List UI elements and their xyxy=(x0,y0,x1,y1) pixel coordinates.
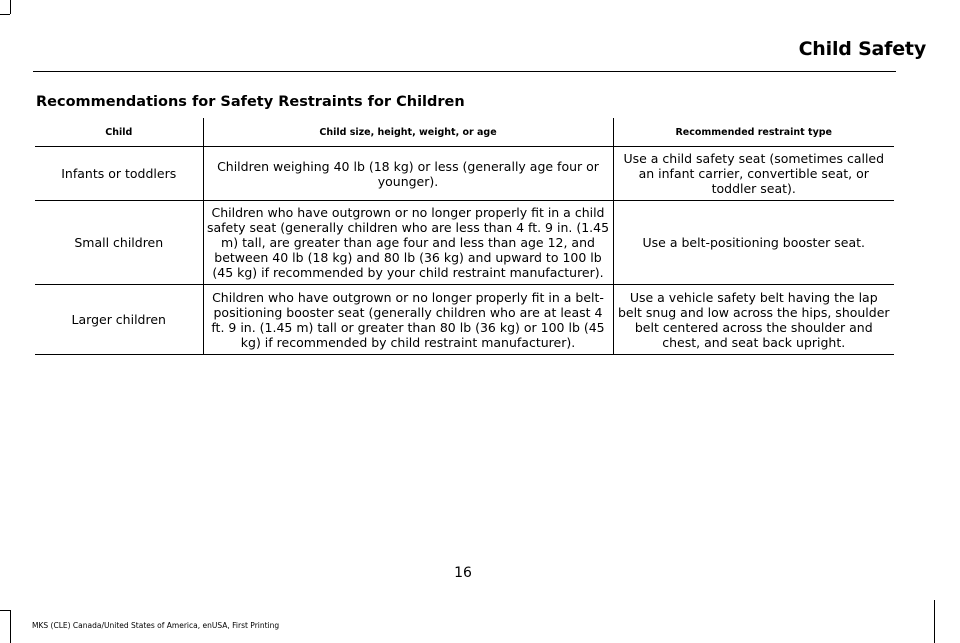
crop-mark-bottom-right-vertical xyxy=(934,600,935,643)
edition-footer: MKS (CLE) Canada/United States of America, enUSA, First Printing xyxy=(32,621,280,630)
page-number: 16 xyxy=(454,565,472,581)
cell-restraint: Use a child safety seat (sometimes called an infant carrier, convertible seat, or toddler seat). xyxy=(613,147,894,201)
header-divider xyxy=(33,71,896,72)
crop-mark-bottom-left-vertical xyxy=(10,610,11,643)
page-title: Child Safety xyxy=(798,38,926,60)
cell-size: Children who have outgrown or no longer properly fit in a belt-positioning booster seat (generally children who are at least 4 ft. 9 in. (1.45 m) tall or greater than 80 lb (36 kg) or 100 lb (45 kg) if recommended by child restraint manufacturer). xyxy=(203,285,613,355)
table-row xyxy=(35,147,894,201)
column-header-restraint: Recommended restraint type xyxy=(613,118,894,147)
cell-child: Small children xyxy=(35,201,203,285)
crop-mark-bottom-left-horizontal xyxy=(0,610,10,611)
column-header-size: Child size, height, weight, or age xyxy=(203,118,613,147)
cell-size: Children weighing 40 lb (18 kg) or less (generally age four or younger). xyxy=(203,147,613,201)
table-row xyxy=(35,285,894,355)
restraints-table xyxy=(35,118,894,355)
cell-child: Infants or toddlers xyxy=(35,147,203,201)
column-header-child: Child xyxy=(35,118,203,147)
crop-mark-top-left-horizontal xyxy=(0,14,10,15)
cell-child: Larger children xyxy=(35,285,203,355)
section-heading: Recommendations for Safety Restraints for Children xyxy=(36,94,465,110)
cell-restraint: Use a vehicle safety belt having the lap belt snug and low across the hips, shoulder belt centered across the shoulder and chest, and seat back upright. xyxy=(613,285,894,355)
crop-mark-top-left-vertical xyxy=(10,0,11,14)
cell-restraint: Use a belt-positioning booster seat. xyxy=(613,201,894,285)
table-row xyxy=(35,201,894,285)
table-header-row xyxy=(35,118,894,147)
cell-size: Children who have outgrown or no longer properly fit in a child safety seat (generally children who are less than 4 ft. 9 in. (1.45 m) tall, are greater than age four and less than age 12, and between 40 lb (18 kg) and 80 lb (36 kg) and upward to 100 lb (45 kg) if recommended by your child restraint manufacturer). xyxy=(203,201,613,285)
